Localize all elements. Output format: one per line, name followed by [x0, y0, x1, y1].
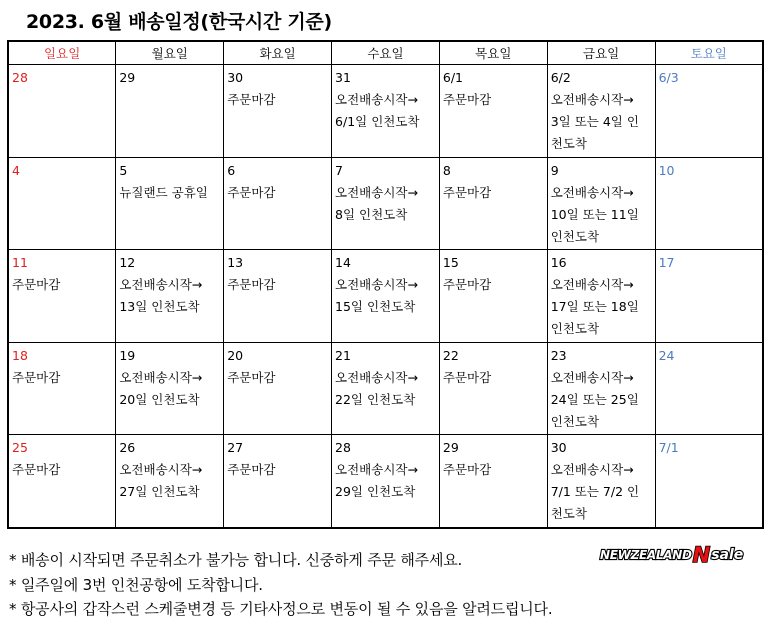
- calendar-cell: [332, 250, 440, 343]
- calendar-cell: [332, 65, 440, 158]
- calendar-cell: [116, 157, 224, 250]
- calendar-cell: [224, 65, 332, 158]
- logo-text-sale: sale: [711, 547, 744, 563]
- calendar-cell: [655, 435, 763, 528]
- logo-text-n: N: [692, 543, 711, 567]
- day-number: 14: [335, 255, 351, 271]
- schedule-note: 17일 또는 18일: [550, 299, 639, 315]
- schedule-note: 27일 인천도착: [119, 484, 200, 500]
- schedule-note: 주문마감: [442, 462, 492, 478]
- day-number: 7/1: [658, 440, 679, 456]
- week-row: [8, 65, 763, 158]
- schedule-note: 10일 또는 11일: [550, 206, 639, 222]
- weekday-sunday: 일요일: [8, 41, 116, 65]
- day-number: 6: [227, 162, 236, 178]
- calendar-cell: [116, 342, 224, 435]
- day-number: 17: [658, 255, 675, 271]
- schedule-note: 인천도착: [550, 321, 600, 337]
- calendar-cell: [8, 342, 116, 435]
- schedule-note: 인천도착: [550, 413, 600, 429]
- day-number: 29: [442, 440, 459, 456]
- day-number: 24: [658, 347, 675, 363]
- day-number: 23: [550, 347, 567, 363]
- day-number: 20: [227, 347, 244, 363]
- day-number: 18: [12, 347, 28, 363]
- calendar-cell: [547, 435, 655, 528]
- weekday-monday: 월요일: [116, 41, 224, 65]
- schedule-note: 주문마감: [442, 92, 492, 107]
- schedule-note: 6/1일 인천도착: [335, 114, 420, 129]
- schedule-note: 오전배송시작→: [335, 277, 418, 293]
- schedule-note: 20일 인천도착: [119, 391, 200, 407]
- calendar-cell: [439, 65, 547, 158]
- calendar-cell: [8, 435, 116, 528]
- day-number: 30: [550, 440, 567, 456]
- calendar-cell: [332, 435, 440, 528]
- schedule-note: 24일 또는 25일: [550, 391, 639, 407]
- schedule-note: 주문마감: [227, 184, 276, 200]
- calendar-cell: [655, 157, 763, 250]
- week-row: [8, 342, 763, 435]
- schedule-note: 29일 인천도착: [335, 484, 416, 500]
- schedule-note: 오전배송시작→: [335, 369, 418, 385]
- schedule-note: 22일 인천도착: [335, 391, 416, 407]
- calendar-cell: [439, 342, 547, 435]
- schedule-note: 주문마감: [227, 369, 276, 385]
- day-number: 21: [335, 347, 351, 363]
- day-number: 19: [119, 347, 136, 363]
- schedule-note: 주문마감: [227, 277, 276, 293]
- day-number: 10: [658, 162, 675, 178]
- weekday-header-row: [8, 41, 763, 65]
- day-number: 6/2: [550, 70, 571, 85]
- schedule-note: 주문마감: [12, 369, 61, 385]
- schedule-note: 오전배송시작→: [335, 184, 418, 200]
- schedule-note: 오전배송시작→: [119, 462, 203, 478]
- calendar-cell: [547, 65, 655, 158]
- schedule-note: 뉴질랜드 공휴일: [119, 184, 208, 200]
- calendar-cell: [547, 250, 655, 343]
- week-row: [8, 157, 763, 250]
- day-number: 15: [442, 255, 459, 271]
- notice-cancellation: * 배송이 시작되면 주문취소가 불가능 합니다. 신중하게 주문 해주세요.: [9, 551, 463, 569]
- calendar-cell: [224, 342, 332, 435]
- calendar-cell: [224, 250, 332, 343]
- day-number: 12: [119, 255, 136, 271]
- day-number: 25: [12, 440, 28, 456]
- day-number: 26: [119, 440, 136, 456]
- schedule-note: 13일 인천도착: [119, 299, 200, 315]
- schedule-note: 인천도착: [550, 228, 600, 244]
- day-number: 6/3: [658, 70, 679, 85]
- schedule-note: 8일 인천도착: [335, 206, 408, 222]
- schedule-note: 주문마감: [442, 369, 492, 385]
- calendar-cell: [439, 250, 547, 343]
- schedule-note: 오전배송시작→: [550, 277, 634, 293]
- calendar-cell: [547, 157, 655, 250]
- schedule-note: 오전배송시작→: [335, 92, 418, 107]
- schedule-note: 오전배송시작→: [550, 92, 634, 107]
- schedule-note: 오전배송시작→: [119, 277, 203, 293]
- schedule-note: 오전배송시작→: [550, 369, 634, 385]
- schedule-note: 15일 인천도착: [335, 299, 416, 315]
- calendar-cell: [332, 342, 440, 435]
- day-number: 28: [335, 440, 351, 456]
- day-number: 30: [227, 70, 244, 85]
- calendar-cell: [116, 435, 224, 528]
- schedule-note: 오전배송시작→: [550, 184, 634, 200]
- day-number: 22: [442, 347, 459, 363]
- day-number: 9: [550, 162, 559, 178]
- calendar-cell: [332, 157, 440, 250]
- schedule-note: 오전배송시작→: [335, 462, 418, 478]
- schedule-note: 오전배송시작→: [119, 369, 203, 385]
- schedule-note: 3일 또는 4일 인: [550, 114, 639, 129]
- schedule-note: 주문마감: [12, 462, 61, 478]
- schedule-note: 주문마감: [442, 277, 492, 293]
- schedule-note: 주문마감: [227, 462, 276, 478]
- day-number: 7: [335, 162, 343, 178]
- notice-frequency: * 일주일에 3번 인천공항에 도착합니다.: [9, 576, 263, 594]
- day-number: 27: [227, 440, 244, 456]
- week-row: [8, 250, 763, 343]
- calendar-cell: [224, 157, 332, 250]
- notice-schedule-change: * 항공사의 갑작스런 스케줄변경 등 기타사정으로 변동이 될 수 있음을 알려드립니다.: [9, 600, 553, 618]
- weekday-friday: 금요일: [547, 41, 655, 65]
- schedule-note: 천도착: [550, 136, 587, 151]
- week-row: [8, 435, 763, 528]
- calendar-cell: [439, 435, 547, 528]
- weekday-saturday: 토요일: [655, 41, 763, 65]
- day-number: 8: [442, 162, 451, 178]
- day-number: 13: [227, 255, 244, 271]
- calendar-cell: [547, 342, 655, 435]
- calendar-cell: [224, 435, 332, 528]
- calendar-cell: [655, 342, 763, 435]
- schedule-note: 오전배송시작→: [550, 462, 634, 478]
- calendar-cell: [116, 250, 224, 343]
- schedule-note: 주문마감: [12, 277, 61, 293]
- calendar-cell: [8, 157, 116, 250]
- calendar-body: [8, 65, 763, 529]
- day-number: 29: [119, 70, 136, 85]
- calendar-cell: [655, 65, 763, 158]
- day-number: 11: [12, 255, 28, 271]
- day-number: 16: [550, 255, 567, 271]
- calendar-cell: [655, 250, 763, 343]
- day-number: 28: [12, 70, 28, 85]
- day-number: 4: [12, 162, 20, 178]
- calendar-cell: [439, 157, 547, 250]
- day-number: 6/1: [442, 70, 463, 85]
- schedule-note: 7/1 또는 7/2 인: [550, 484, 640, 500]
- logo-text-newzealand: NEWZEALAND: [600, 548, 692, 562]
- page-title: 2023. 6월 배송일정(한국시간 기준): [26, 11, 332, 33]
- calendar-cell: [116, 65, 224, 158]
- calendar-cell: [8, 65, 116, 158]
- brand-logo: [600, 545, 743, 565]
- weekday-tuesday: 화요일: [224, 41, 332, 65]
- weekday-wednesday: 수요일: [332, 41, 440, 65]
- calendar-cell: [8, 250, 116, 343]
- day-number: 31: [335, 70, 351, 85]
- shipping-calendar: [7, 40, 764, 529]
- day-number: 5: [119, 162, 128, 178]
- weekday-thursday: 목요일: [439, 41, 547, 65]
- schedule-note: 주문마감: [442, 184, 492, 200]
- schedule-note: 천도착: [550, 506, 587, 522]
- schedule-note: 주문마감: [227, 92, 276, 107]
